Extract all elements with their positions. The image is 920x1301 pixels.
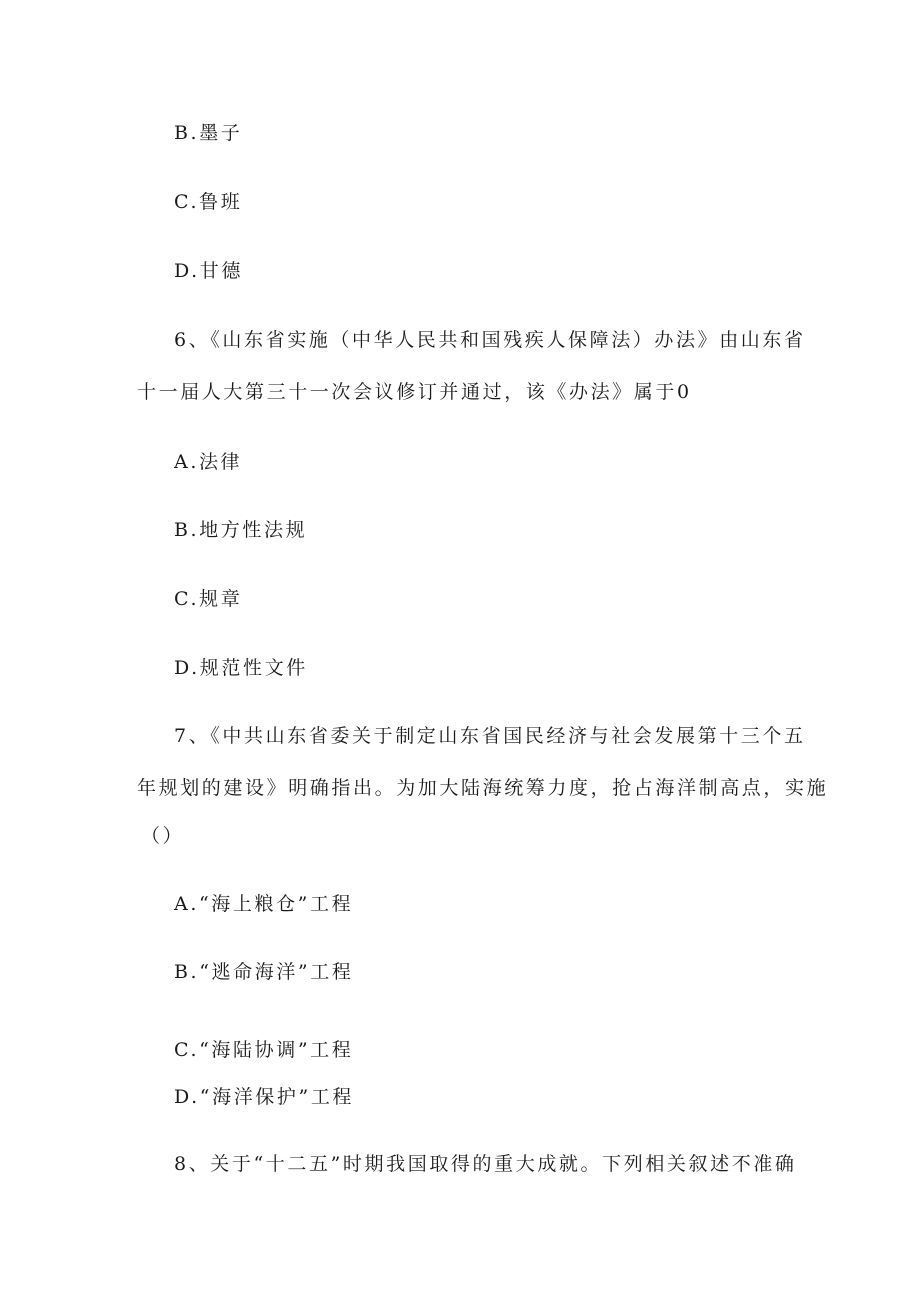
q7-option-b: B.“逃命海洋”工程 bbox=[174, 961, 354, 983]
q5-option-d: D.甘德 bbox=[174, 260, 243, 282]
q6-stem-line-2: 十一届人大第三十一次会议修订并通过，该《办法》属于0 bbox=[137, 381, 692, 403]
q7-option-d: D.“海洋保护”工程 bbox=[174, 1086, 355, 1108]
q7-stem-line-2: 年规划的建设》明确指出。为加大陆海统筹力度，抢占海洋制高点，实施 bbox=[137, 777, 829, 799]
q7-stem-line-1: 7、《中共山东省委关于制定山东省国民经济与社会发展第十三个五 bbox=[174, 725, 806, 747]
q5-option-c: C.鲁班 bbox=[174, 191, 243, 213]
q5-option-b: B.墨子 bbox=[174, 122, 243, 144]
q8-stem-line-1: 8、关于“十二五”时期我国取得的重大成就。下列相关叙述不准确 bbox=[174, 1153, 797, 1175]
q7-option-a: A.“海上粮仓”工程 bbox=[174, 893, 354, 915]
q6-option-a: A.法律 bbox=[174, 451, 243, 473]
q7-stem-line-3: （） bbox=[141, 825, 185, 847]
q6-option-d: D.规范性文件 bbox=[174, 657, 308, 679]
q6-option-c: C.规章 bbox=[174, 588, 243, 610]
q6-stem-line-1: 6、《山东省实施（中华人民共和国残疾人保障法）办法》由山东省 bbox=[174, 329, 806, 351]
q7-option-c: C.“海陆协调”工程 bbox=[174, 1039, 354, 1061]
q6-option-b: B.地方性法规 bbox=[174, 519, 308, 541]
